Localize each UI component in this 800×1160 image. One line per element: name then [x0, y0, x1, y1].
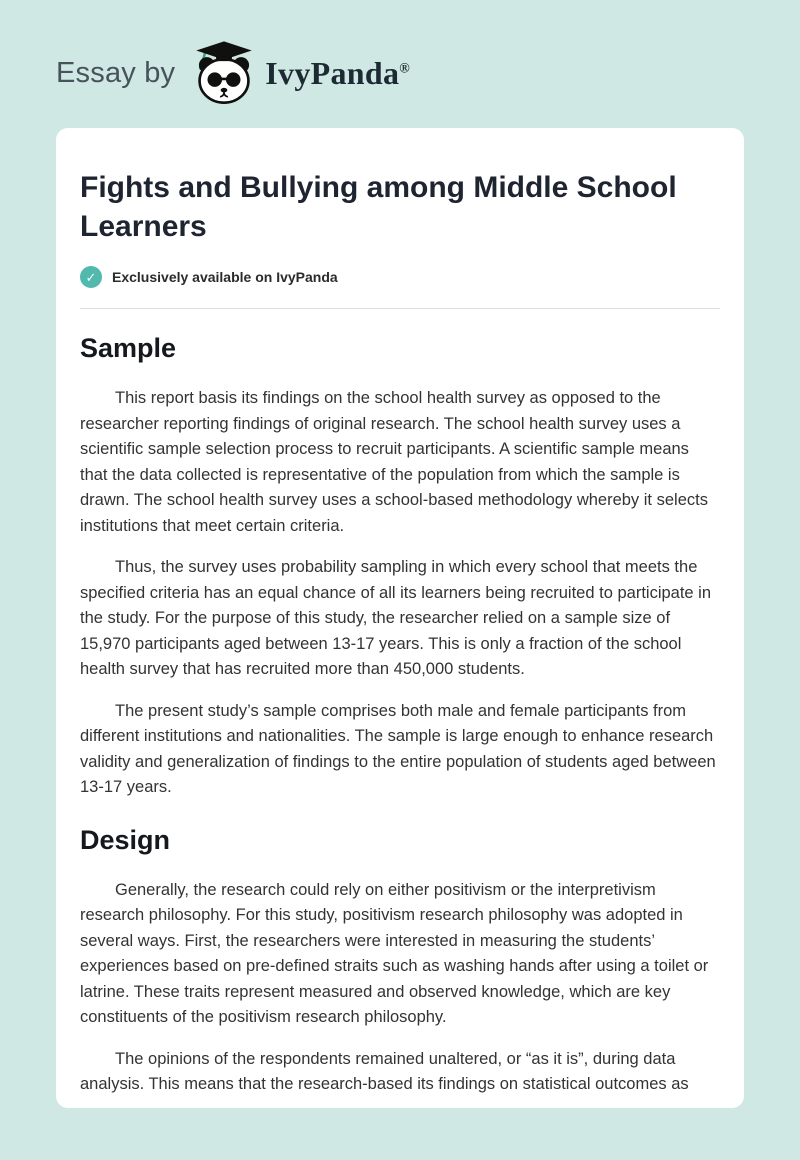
header — [0, 0, 800, 110]
section-heading-sample: Sample — [80, 333, 177, 363]
paragraph: This report basis its findings on the school health survey as opposed to the researcher reporting findings of original research. The school health survey uses a scientific sample selection process to recruit participants. A scientific sample means that the data collected is representative of the population from which the sample is drawn. The school health survey uses a school-based methodology whereby it selects institutions that meet certain criteria. — [80, 389, 708, 535]
registered-mark: ® — [399, 60, 411, 76]
availability-label: Exclusively available on IvyPanda — [112, 269, 338, 285]
brand-name — [265, 55, 410, 92]
paragraph: The present study’s sample comprises both male and female participants from different institutions and nationalities. The sample is large enough to enhance research validity and generalization of findings to the entire population of students aged between 13-17 years. — [80, 701, 716, 796]
section-heading-design: Design — [80, 824, 171, 855]
paragraph: Generally, the research could rely on either positivism or the interpretivism research philosophy. For this study, positivism research philosophy was adopted in several ways. First, the researchers were interested in measuring the students’ experiences based on pre-defined straits such as washing hands after using a toilet or latrine. These traits represent measured and observed knowledge, which are key constituents of the positivism research philosophy. — [80, 880, 709, 1026]
essay-by-label: Essay by — [56, 56, 176, 89]
essay-title: Fights and Bullying among Middle School Learners — [80, 171, 677, 243]
essay-card — [56, 128, 744, 1108]
check-icon: ✓ — [80, 266, 102, 288]
paragraph: Thus, the survey uses probability sampling in which every school that meets the specified criteria has an equal chance of all its learners being recruited to participate in the study. For the purpose of this study, the researcher relied on a sample size of 15,970 participants aged between 13-17 years. This is only a fraction of the school health survey that has recruited more than 450,000 students. — [80, 558, 712, 678]
paragraph: The opinions of the respondents remained unaltered, or “as it is”, during data analysis. This means that the research-based its findings on statistical outcomes as — [80, 1049, 689, 1093]
divider — [80, 308, 720, 309]
panda-graduate-icon — [191, 40, 257, 106]
availability-badge — [80, 266, 720, 288]
ivypanda-logo — [191, 40, 410, 106]
brand-text: IvyPanda — [265, 54, 400, 91]
